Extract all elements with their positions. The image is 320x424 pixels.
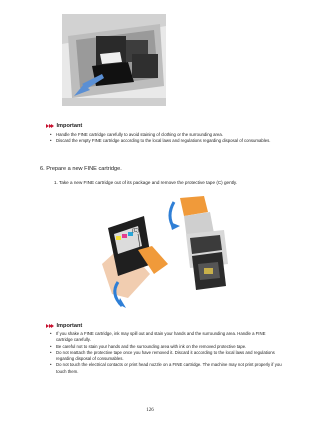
step-6-label: 6. Prepare a new FINE cartridge. xyxy=(40,166,122,172)
important-chevrons-icon xyxy=(46,324,54,328)
important-chevrons-icon xyxy=(46,124,54,128)
important-heading xyxy=(46,123,82,129)
important-list xyxy=(50,132,282,145)
list-item: • Handle the FINE cartridge carefully to avoid staining of clothing or the surrounding area. xyxy=(50,132,282,138)
list-item: • Do not reattach the protective tape once you have removed it. Discard it according to the local laws and regulations regarding disposal of consumables. xyxy=(50,350,282,363)
step-6-substep-1: 1. Take a new FINE cartridge out of its package and remove the protective tape (C) gently. xyxy=(54,180,238,185)
tape-callout-label: (C) xyxy=(132,228,139,234)
new-cartridge-figure xyxy=(94,194,234,312)
important-heading-text: Important xyxy=(56,123,83,129)
list-item: • Do not touch the electrical contacts or print head nozzle on a FINE cartridge. The machine may not print properly if you touch them. xyxy=(50,362,282,375)
cartridge-removal-figure xyxy=(62,14,166,106)
page-number: 126 xyxy=(146,408,154,413)
important-heading xyxy=(46,323,82,329)
list-item: • Discard the empty FINE cartridge according to the local laws and regulations regarding disposal of consumables. xyxy=(50,138,282,144)
important-list xyxy=(50,331,282,375)
list-item: • Be careful not to stain your hands and the surrounding area with ink on the removed protective tape. xyxy=(50,344,282,350)
list-item: • If you shake a FINE cartridge, ink may spill out and stain your hands and the surrounding area. Handle a FINE cartridge carefully. xyxy=(50,331,282,344)
important-heading-text: Important xyxy=(56,323,83,329)
